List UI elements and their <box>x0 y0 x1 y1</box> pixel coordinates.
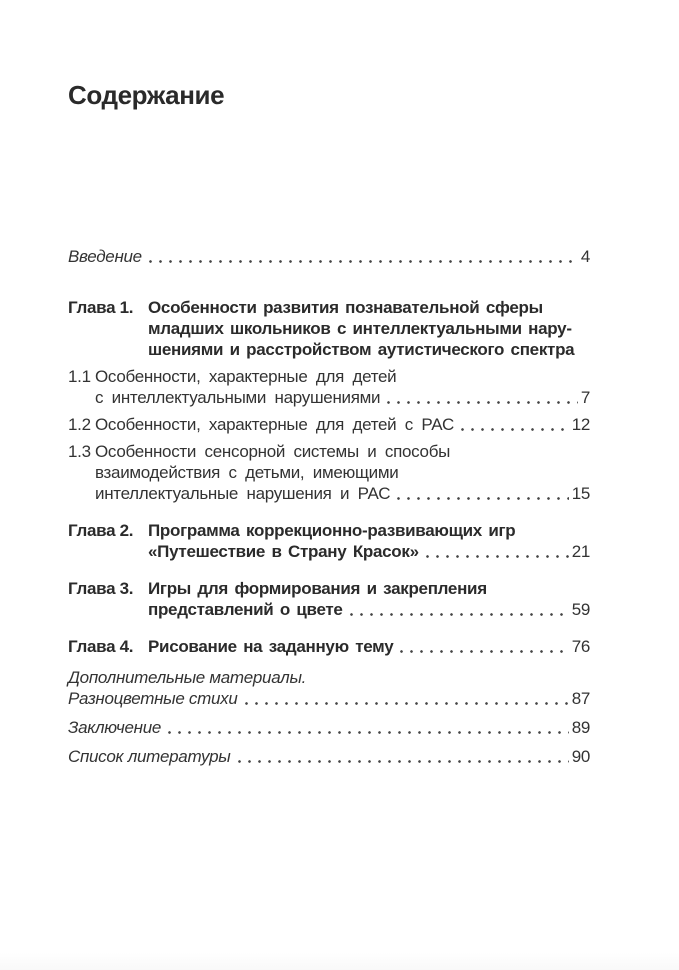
entry-text: Программа коррекционно-развивающих игр <box>148 521 516 540</box>
entry-line <box>148 297 590 318</box>
page-number: 15 <box>571 484 590 503</box>
entry-label: Глава 1. <box>68 298 134 317</box>
toc-entry <box>68 578 590 620</box>
entry-line <box>148 520 590 541</box>
entry-line <box>68 688 590 709</box>
entry-body <box>95 366 590 408</box>
dot-leader <box>149 260 578 263</box>
entry-text: Дополнительные материалы. <box>68 668 307 687</box>
dot-leader <box>238 760 569 763</box>
toc-entry <box>68 246 590 267</box>
page-number: 76 <box>571 637 590 656</box>
entry-text: младших школьников с интеллектуальными нару- <box>148 319 572 338</box>
entry-label: 1.1 <box>68 367 91 386</box>
entry-text: Особенности развития познавательной сферы <box>148 298 543 317</box>
entry-line <box>95 387 590 408</box>
dot-leader <box>400 650 568 653</box>
entry-text: Игры для формирования и закрепления <box>148 579 487 598</box>
entry-body <box>148 578 590 620</box>
page-number: 87 <box>571 689 590 708</box>
page-number: 7 <box>580 388 590 407</box>
entry-body <box>95 414 590 435</box>
entry-label: Глава 4. <box>68 637 134 656</box>
entry-line <box>95 462 590 483</box>
entry-line <box>68 746 590 767</box>
dot-leader <box>245 702 569 705</box>
toc-list <box>68 246 590 767</box>
page-number: 89 <box>571 718 590 737</box>
entry-line <box>68 246 590 267</box>
dot-leader <box>426 555 569 558</box>
entry-line <box>95 483 590 504</box>
entry-label: 1.3 <box>68 442 91 461</box>
entry-line <box>148 578 590 599</box>
dot-leader <box>350 613 569 616</box>
entry-text: с интеллектуальными нарушениями <box>95 388 381 407</box>
entry-label: 1.2 <box>68 415 91 434</box>
toc-entry <box>68 366 590 408</box>
entry-text: Особенности, характерные для детей <box>95 367 397 386</box>
toc-entry <box>68 441 590 504</box>
entry-text: Особенности сенсорной системы и способы <box>95 442 451 461</box>
entry-text: представлений о цвете <box>148 600 343 619</box>
entry-text: «Путешествие в Страну Красок» <box>148 542 419 561</box>
toc-entry <box>68 746 590 767</box>
entry-body <box>95 441 590 504</box>
dot-leader <box>168 731 569 734</box>
entry-line <box>148 339 590 360</box>
toc-entry <box>68 297 590 360</box>
entry-line <box>68 717 590 738</box>
toc-entry <box>68 667 590 709</box>
entry-line <box>95 414 590 435</box>
page-number: 59 <box>571 600 590 619</box>
page-number: 12 <box>571 415 590 434</box>
page-number: 4 <box>580 247 590 266</box>
entry-text: шениями и расстройством аутистического спектра <box>148 340 575 359</box>
entry-line <box>148 318 590 339</box>
toc-entry <box>68 414 590 435</box>
dot-leader <box>387 401 578 404</box>
entry-line <box>148 599 590 620</box>
toc-entry <box>68 717 590 738</box>
page-number: 90 <box>571 747 590 766</box>
entry-line <box>148 541 590 562</box>
entry-body <box>148 297 590 360</box>
entry-line <box>148 636 590 657</box>
entry-body <box>148 520 590 562</box>
entry-label: Глава 3. <box>68 579 134 598</box>
entry-text: Особенности, характерные для детей с РАС <box>95 415 454 434</box>
entry-line <box>68 667 590 688</box>
entry-text: Заключение <box>68 718 162 737</box>
toc-entry <box>68 520 590 562</box>
entry-body <box>148 636 590 657</box>
dot-leader <box>461 428 569 431</box>
entry-line <box>95 441 590 462</box>
entry-line <box>95 366 590 387</box>
entry-text: Разноцветные стихи <box>68 689 238 708</box>
page-number: 21 <box>571 542 590 561</box>
entry-text: взаимодействия с детьми, имеющими <box>95 463 399 482</box>
entry-text: Рисование на заданную тему <box>148 637 394 656</box>
entry-text: интеллектуальные нарушения и РАС <box>95 484 391 503</box>
page-title: Содержание <box>68 80 225 110</box>
toc-entry <box>68 636 590 657</box>
entry-text: Список литературы <box>68 747 231 766</box>
dot-leader <box>397 497 569 500</box>
entry-label: Глава 2. <box>68 521 134 540</box>
entry-text: Введение <box>68 247 142 266</box>
page-bottom-shading <box>0 952 679 970</box>
